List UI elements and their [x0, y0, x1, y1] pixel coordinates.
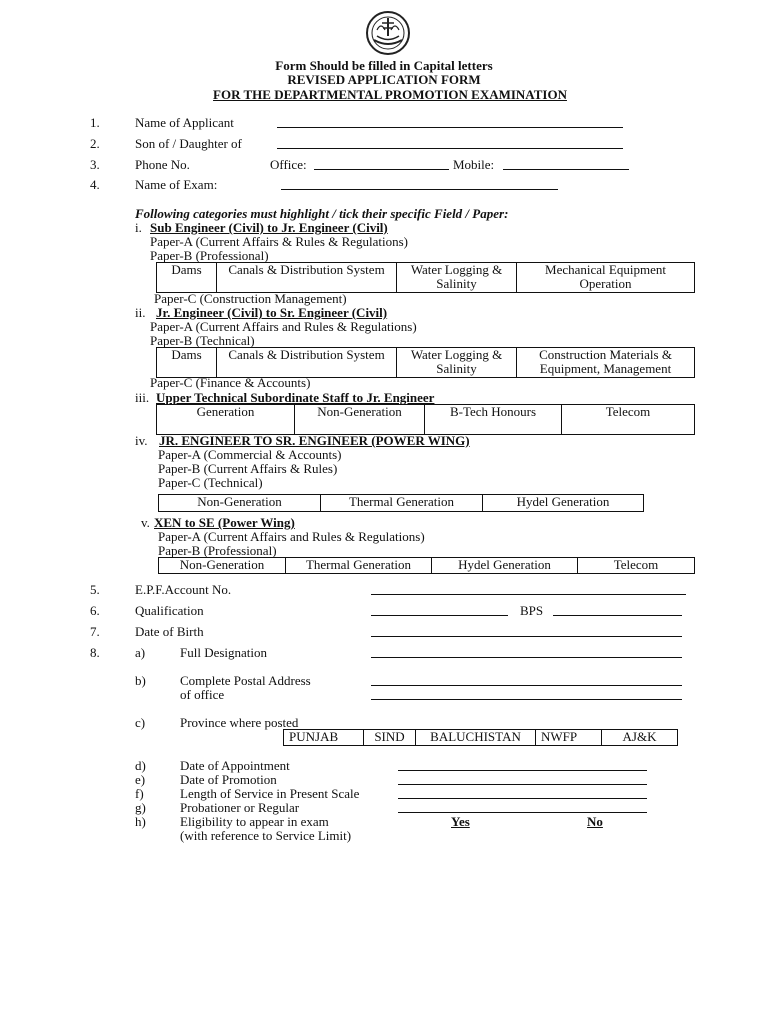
date-of-birth-field[interactable] — [371, 625, 682, 637]
epf-account-field[interactable] — [371, 583, 686, 595]
option-cell[interactable]: Non-Generation — [159, 495, 321, 512]
name-of-exam-label: Name of Exam: — [135, 177, 218, 192]
postal-address-field-line1[interactable] — [371, 674, 682, 686]
option-cell[interactable]: Generation — [157, 405, 295, 435]
epf-account-label: E.P.F.Account No. — [135, 582, 232, 597]
office-phone-label: Office: — [270, 157, 307, 172]
option-cell[interactable]: Hydel Generation — [483, 495, 644, 512]
section-number: i. — [135, 220, 142, 235]
mobile-phone-label: Mobile: — [453, 157, 495, 172]
name-of-exam-field[interactable] — [281, 178, 558, 190]
section-ii-options-table — [156, 347, 695, 378]
paper-c-label: Paper-C (Finance & Accounts) — [150, 375, 311, 390]
sub-item-letter: h) — [135, 814, 146, 829]
item-number: 2. — [90, 136, 100, 151]
bps-label: BPS — [520, 603, 544, 618]
section-v-options-table — [158, 557, 695, 574]
province-cell[interactable]: NWFP — [536, 730, 602, 746]
eligibility-label: Eligibility to appear in exam — [180, 814, 329, 829]
option-cell[interactable]: B-Tech Honours — [425, 405, 562, 435]
name-of-applicant-label: Name of Applicant — [135, 115, 234, 130]
option-cell[interactable]: Non-Generation — [295, 405, 425, 435]
form-instruction: Form Should be filled in Capital letters — [275, 58, 493, 73]
sub-item-letter: c) — [135, 715, 146, 730]
section-iv-options-table — [158, 494, 644, 512]
section-number: v. — [141, 515, 150, 530]
item-number: 3. — [90, 157, 100, 172]
paper-c-label: Paper-C (Technical) — [158, 475, 263, 490]
option-cell[interactable]: Dams — [157, 263, 217, 293]
form-title: REVISED APPLICATION FORM — [287, 72, 481, 87]
sub-item-letter: a) — [135, 645, 146, 660]
item-number: 8. — [90, 645, 100, 660]
option-cell[interactable]: Thermal Generation — [286, 558, 432, 574]
province-options-table — [283, 729, 678, 746]
form-subtitle: FOR THE DEPARTMENTAL PROMOTION EXAMINATION — [213, 87, 567, 102]
office-phone-field[interactable] — [314, 158, 449, 170]
paper-c-label: Paper-C (Construction Management) — [154, 291, 347, 306]
date-of-birth-label: Date of Birth — [135, 624, 204, 639]
province-cell[interactable]: AJ&K — [602, 730, 678, 746]
paper-b-label: Paper-B (Technical) — [150, 333, 255, 348]
section-iv-title: JR. ENGINEER TO SR. ENGINEER (POWER WING) — [159, 433, 470, 448]
eligibility-yes-option[interactable]: Yes — [451, 814, 470, 829]
option-cell[interactable]: Non-Generation — [159, 558, 286, 574]
section-v-title: XEN to SE (Power Wing) — [154, 515, 295, 530]
postal-address-label: Complete Postal Address — [180, 673, 311, 688]
section-iii-options-table — [156, 404, 695, 435]
option-cell[interactable]: Construction Materials & Equipment, Management — [517, 348, 695, 378]
section-i-options-table — [156, 262, 695, 293]
paper-b-label: Paper-B (Professional) — [150, 248, 269, 263]
paper-a-label: Paper-A (Current Affairs and Rules & Regulations) — [150, 319, 417, 334]
paper-a-label: Paper-A (Current Affairs and Rules & Regulations) — [158, 529, 425, 544]
paper-b-label: Paper-B (Current Affairs & Rules) — [158, 461, 338, 476]
item-number: 6. — [90, 603, 100, 618]
sub-item-letter: f) — [135, 786, 144, 801]
name-of-applicant-field[interactable] — [277, 116, 623, 128]
sub-item-letter: b) — [135, 673, 146, 688]
option-cell[interactable]: Water Logging & Salinity — [397, 263, 517, 293]
eligibility-note: (with reference to Service Limit) — [180, 828, 352, 843]
categories-heading: Following categories must highlight / tick their specific Field / Paper: — [135, 206, 509, 221]
option-cell[interactable]: Canals & Distribution System — [217, 348, 397, 378]
of-office-label: of office — [180, 687, 225, 702]
sub-item-letter: d) — [135, 758, 146, 773]
option-cell[interactable]: Canals & Distribution System — [217, 263, 397, 293]
qualification-field[interactable] — [371, 604, 508, 616]
date-of-appointment-field[interactable] — [398, 759, 647, 771]
section-iii-title: Upper Technical Subordinate Staff to Jr. Engineer — [156, 390, 435, 405]
section-number: iii. — [135, 390, 150, 405]
emblem-logo — [365, 10, 411, 56]
phone-no-label: Phone No. — [135, 157, 190, 172]
qualification-label: Qualification — [135, 603, 204, 618]
province-cell[interactable]: SIND — [364, 730, 416, 746]
province-cell[interactable]: BALUCHISTAN — [416, 730, 536, 746]
bps-field[interactable] — [553, 604, 682, 616]
option-cell[interactable]: Dams — [157, 348, 217, 378]
option-cell[interactable]: Water Logging & Salinity — [397, 348, 517, 378]
section-ii-title: Jr. Engineer (Civil) to Sr. Engineer (Civil) — [156, 305, 388, 320]
section-number: ii. — [135, 305, 146, 320]
section-i-title: Sub Engineer (Civil) to Jr. Engineer (Civil) — [150, 220, 388, 235]
province-cell[interactable]: PUNJAB — [284, 730, 364, 746]
probationer-regular-label: Probationer or Regular — [180, 800, 300, 815]
option-cell[interactable]: Mechanical Equipment Operation — [517, 263, 695, 293]
date-of-appointment-label: Date of Appointment — [180, 758, 290, 773]
mobile-phone-field[interactable] — [503, 158, 629, 170]
son-daughter-of-field[interactable] — [277, 137, 623, 149]
eligibility-no-option[interactable]: No — [587, 814, 603, 829]
full-designation-label: Full Designation — [180, 645, 268, 660]
postal-address-field-line2[interactable] — [371, 688, 682, 700]
item-number: 4. — [90, 177, 100, 192]
item-number: 7. — [90, 624, 100, 639]
full-designation-field[interactable] — [371, 646, 682, 658]
date-of-promotion-label: Date of Promotion — [180, 772, 277, 787]
option-cell[interactable]: Hydel Generation — [432, 558, 578, 574]
son-daughter-of-label: Son of / Daughter of — [135, 136, 242, 151]
option-cell[interactable]: Telecom — [562, 405, 695, 435]
paper-a-label: Paper-A (Commercial & Accounts) — [158, 447, 342, 462]
sub-item-letter: g) — [135, 800, 146, 815]
option-cell[interactable]: Thermal Generation — [321, 495, 483, 512]
item-number: 5. — [90, 582, 100, 597]
length-of-service-label: Length of Service in Present Scale — [180, 786, 360, 801]
sub-item-letter: e) — [135, 772, 146, 787]
item-number: 1. — [90, 115, 100, 130]
section-number: iv. — [135, 433, 148, 448]
probationer-regular-field[interactable] — [398, 801, 647, 813]
length-of-service-field[interactable] — [398, 787, 647, 799]
paper-a-label: Paper-A (Current Affairs & Rules & Regulations) — [150, 234, 409, 249]
option-cell[interactable]: Telecom — [578, 558, 695, 574]
province-label: Province where posted — [180, 715, 299, 730]
date-of-promotion-field[interactable] — [398, 773, 647, 785]
paper-b-label: Paper-B (Professional) — [158, 543, 277, 558]
